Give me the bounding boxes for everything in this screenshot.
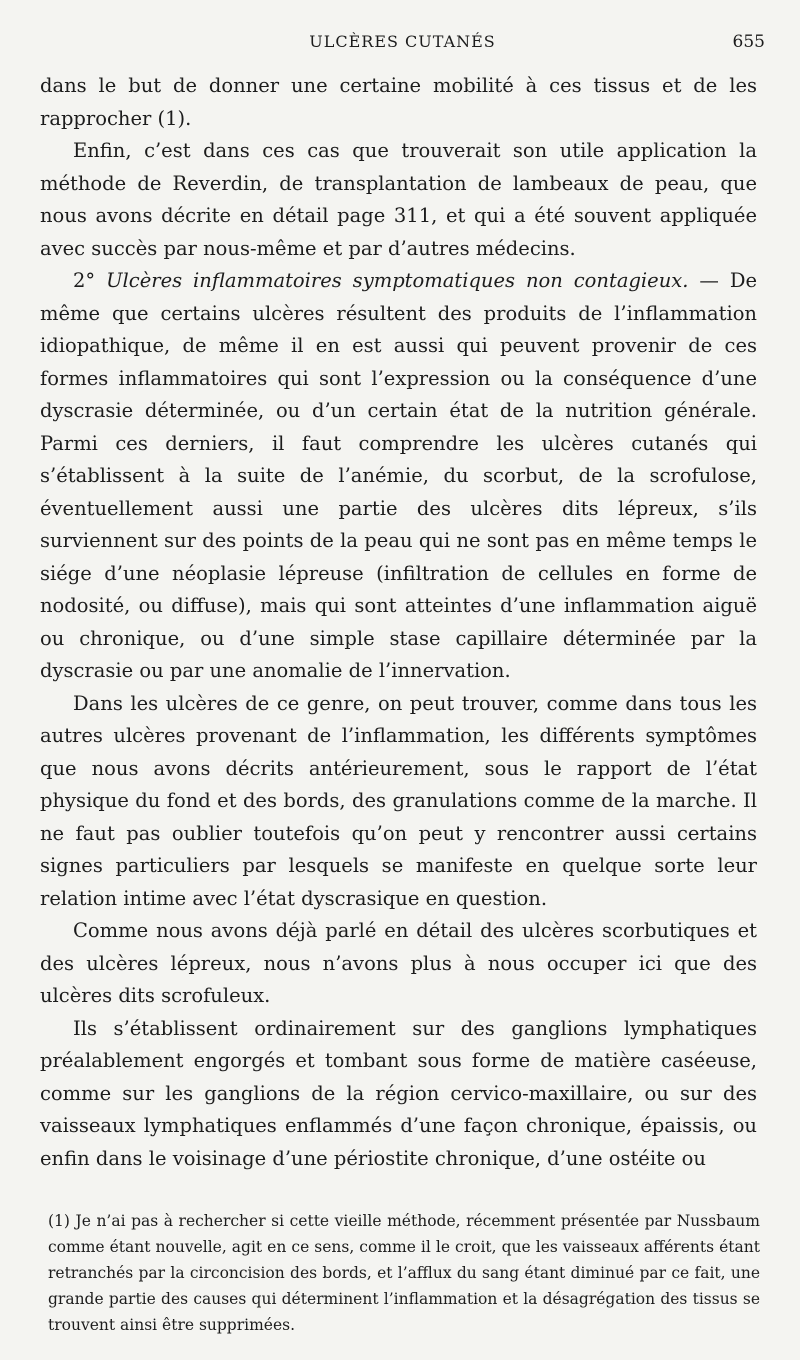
paragraph-1: dans le but de donner une certaine mobilité à ces tissus et de les rapprocher (1). [40,74,757,130]
body-text [40,70,757,1175]
footnote-1 [48,1208,760,1338]
footnote-marker: (1) [48,1212,70,1230]
paragraph-6: Ils s’établissent ordinairement sur des ganglions lymphatiques préalablement engorgés et tombant sous forme de matière caséeuse, comme sur les ganglions de la région cervico-maxillaire, ou sur des vaisseaux lymphatiques enflammés d’une façon chronique, épaissis, ou enfin dans le voisinage d’une périostite chronique, d’une ostéite ou [40,1016,757,1170]
page-header [40,32,765,58]
section-number: 2° [73,269,96,292]
running-title: ULCÈRES CUTANÉS [309,32,496,51]
paragraph-2: Enfin, c’est dans ces cas que trouverait son utile application la méthode de Reverdin, de transplantation de lambeaux de peau, que nous avons décrite en détail page 311, et qui a été souvent appliquée avec succès par nous-même et par d’autres médecins. [40,139,757,260]
page-number: 655 [732,32,765,52]
paragraph-5: Comme nous avons déjà parlé en détail des ulcères scorbutiques et des ulcères lépreux, nous n’avons plus à nous occuper ici que des ulcères dits scrofuleux. [40,919,757,1007]
section-heading: Ulcères inflammatoires symptomatiques non contagieux. [106,269,689,292]
paragraph-3 [40,265,757,688]
footnotes [48,1208,760,1338]
section-text: — De même que certains ulcères résultent des produits de l’inflammation idiopathique, de même il en est aussi qui peuvent provenir de ces formes inflammatoires qui sont l’expression ou la conséquence d’une dyscrasie déterminée, ou d’un certain état de la nutrition générale. Parmi ces derniers, il faut comprendre les ulcères cutanés qui s’établissent à la suite de l’anémie, du scorbut, de la scrofulose, éventuellement aussi une partie des ulcères dits lépreux, s’ils surviennent sur des points de la peau qui ne sont pas en même temps le siége d’une néoplasie lépreuse (infiltration de cellules en forme de nodosité, ou diffuse), mais qui sont atteintes d’une inflammation aiguë ou chronique, ou d’une simple stase capillaire déterminée par la dyscrasie ou par une anomalie de l’innervation. [40,269,757,682]
paragraph-4: Dans les ulcères de ce genre, on peut trouver, comme dans tous les autres ulcères provenant de l’inflammation, les différents symptômes que nous avons décrits antérieurement, sous le rapport de l’état physique du fond et des bords, des granulations comme de la marche. Il ne faut pas oublier toutefois qu’on peut y rencontrer aussi certains signes particuliers par lesquels se manifeste en quelque sorte leur relation intime avec l’état dyscrasique en question. [40,691,757,910]
footnote-text: Je n’ai pas à rechercher si cette vieille méthode, récemment présentée par Nussbaum comme étant nouvelle, agit en ce sens, comme il le croit, que les vaisseaux afférents étant retranchés par la circoncision des bords, et l’afflux du sang étant diminué par ce fait, une grande partie des causes qui déterminent l’inflammation et la désagrégation des tissus se trouvent ainsi être supprimées. [48,1212,760,1334]
